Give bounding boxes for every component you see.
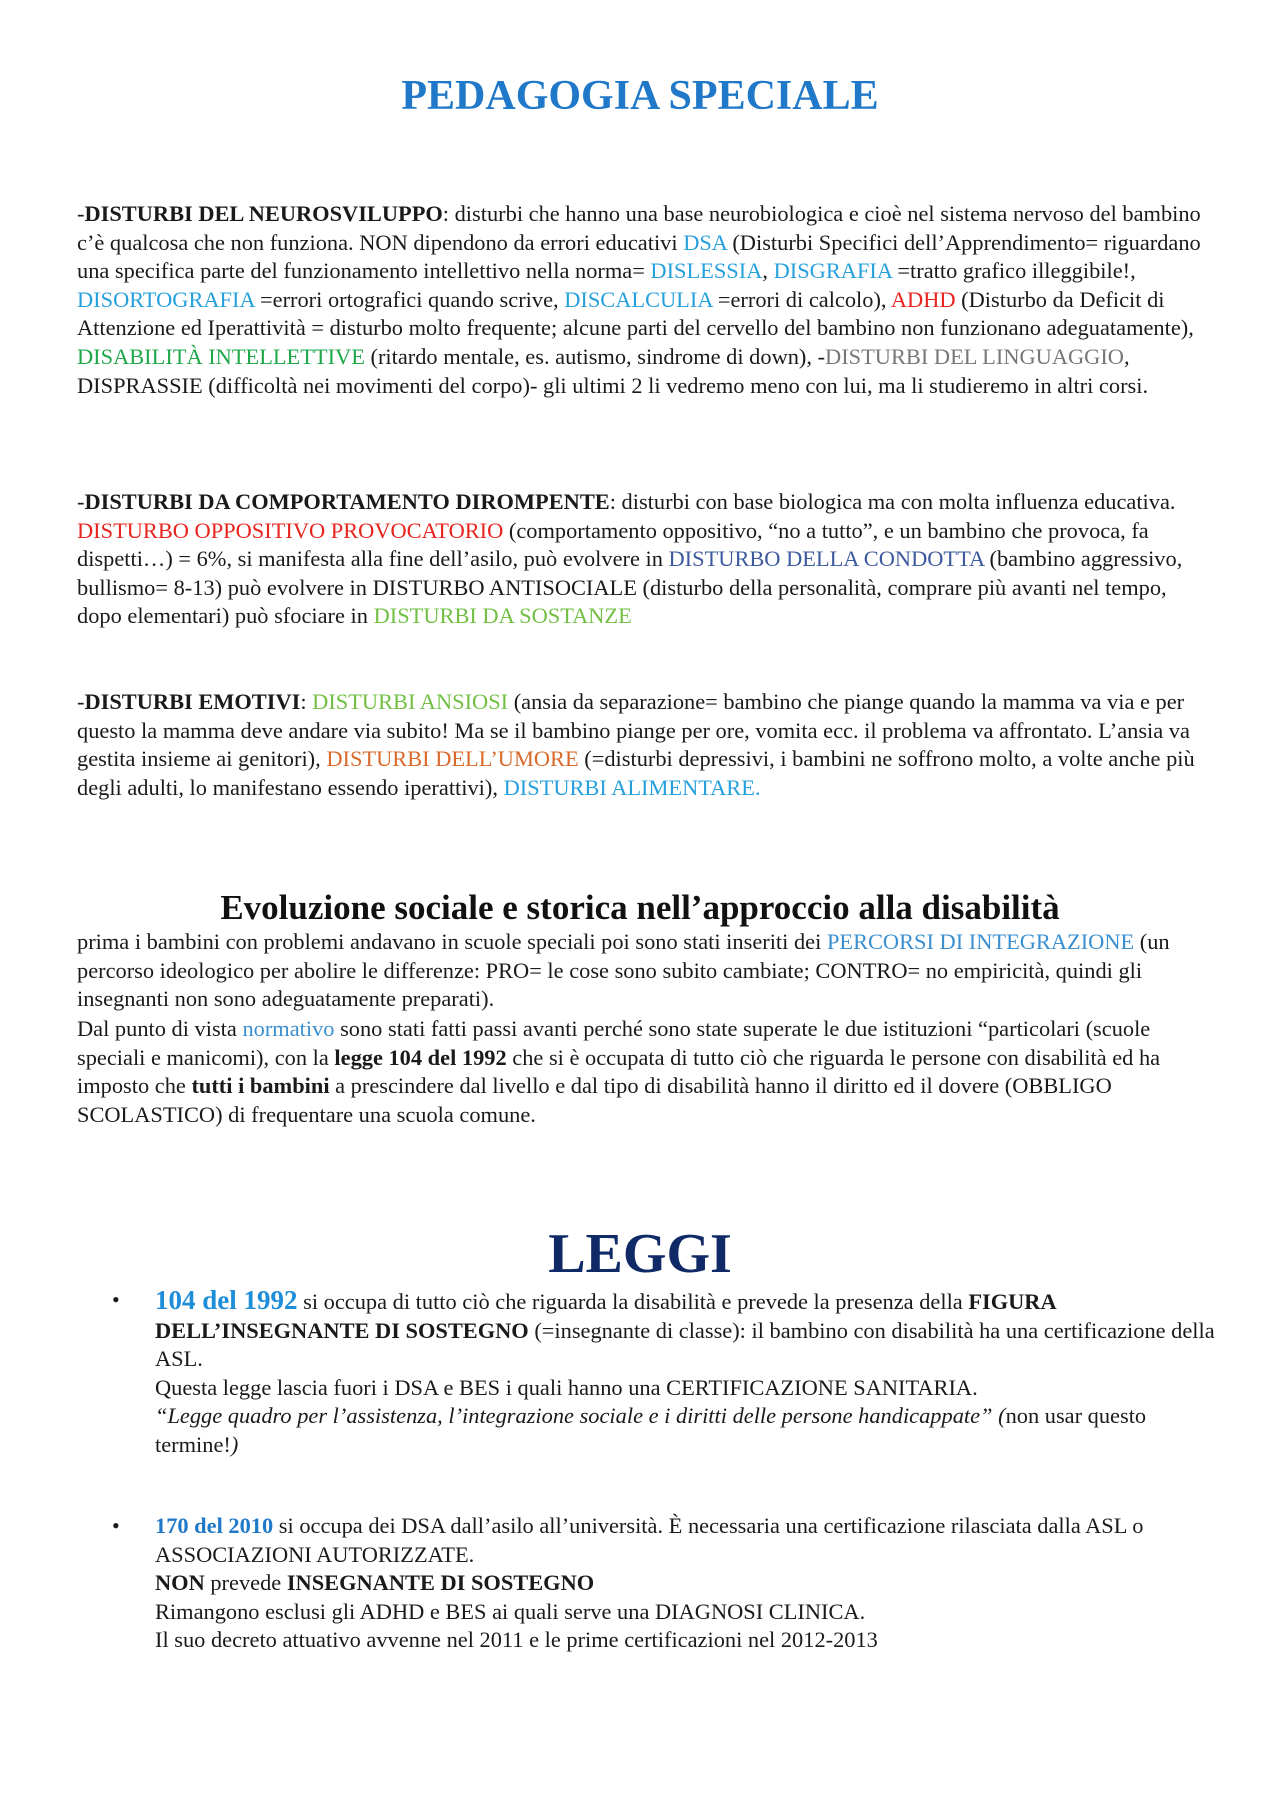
law-title-quote: “Legge quadro per l’assistenza, l’integrazione sociale e i diritti delle persone handicappate” ( xyxy=(155,1403,1006,1429)
text: Questa legge lascia fuori i DSA e BES i quali hanno una CERTIFICAZIONE SANITARIA. xyxy=(155,1374,978,1400)
term-disgrafia: DISGRAFIA xyxy=(773,258,892,284)
term-disturbi-emotivi: DISTURBI EMOTIVI xyxy=(84,689,301,714)
term-legge-104: legge 104 del 1992 xyxy=(334,1044,507,1070)
term-disturbi-alimentare: DISTURBI ALIMENTARE. xyxy=(503,774,761,800)
text: Rimangono esclusi gli ADHD e BES ai quali serve una DIAGNOSI CLINICA. xyxy=(155,1598,866,1624)
text: (=insegnante di classe): il bambino con disabilità ha una certificazione della ASL. xyxy=(155,1317,1215,1372)
text: , xyxy=(762,258,774,284)
paragraph-comportamento: -DISTURBI DA COMPORTAMENTO DIROMPENTE: disturbi con base biologica ma con molta influenza educativa. DISTURBO OPPOSITIVO PROVOCATORIO (comportamento oppositivo, “no a tutto”, e un bambino che provoca, fa dispetti…) = 6%, si manifesta alla fine dell’asilo, può evolvere in DISTURBO DELLA CONDOTTA (bambino aggressivo, bullismo= 8-13) può evolvere in DISTURBO ANTISOCIALE (disturbo della personalità, comprare più avanti nel tempo, dopo elementari) può sfociare in DISTURBI DA SOSTANZE xyxy=(77,489,1183,629)
text: si occupa dei DSA dall’asilo all’università. È necessaria una certificazione rilasciata dalla ASL o ASSOCIAZIONI AUTORIZZATE. xyxy=(155,1513,1144,1567)
law-number-104: 104 del 1992 xyxy=(155,1285,298,1315)
term-adhd: ADHD xyxy=(890,286,956,312)
term-disturbi-linguaggio: DISTURBI DEL LINGUAGGIO xyxy=(825,343,1124,369)
text: (un percorso ideologico per abolire le differenze: PRO= le cose sono subito cambiate; CONTRO= no empiricità, quindi gli insegnanti non sono adeguatamente preparati). xyxy=(77,929,1170,1012)
text: : disturbi che hanno una base neurobiologica e cioè nel sistema nervoso del bambino c’è qualcosa che non funziona. NON dipendono da errori educativi xyxy=(77,201,1201,255)
text: =tratto grafico illeggibile!, xyxy=(891,258,1136,284)
paragraph-neurosviluppo: -DISTURBI DEL NEUROSVILUPPO: disturbi che hanno una base neurobiologica e cioè nel sistema nervoso del bambino c’è qualcosa che non funziona. NON dipendono da errori educativi DSA (Disturbi Specifici dell’Apprendimento= riguardano una specifica parte del funzionamento intellettivo nella norma= DISLESSIA, DISGRAFIA =tratto grafico illeggibile!, DISORTOGRAFIA =errori ortografici quando scrive, DISCALCULIA =errori di calcolo), ADHD (Disturbo da Deficit di Attenzione ed Iperattività = disturbo molto frequente; alcune parti del cervello del bambino non funzionano adeguatamente), DISABILITÀ INTELLETTIVE (ritardo mentale, es. autismo, sindrome di down), -DISTURBI DEL LINGUAGGIO, DISPRASSIE (difficoltà nei movimenti del corpo)- gli ultimi 2 li vedremo meno con lui, ma li studieremo in altri corsi. xyxy=(77,201,1201,398)
term-disturbi-umore: DISTURBI DELL’UMORE xyxy=(326,746,579,772)
text: si occupa di tutto ciò che riguarda la disabilità e prevede la presenza della xyxy=(297,1289,969,1314)
text: : disturbi con base biologica ma con molta influenza educativa. xyxy=(609,489,1176,514)
law-list-2 xyxy=(108,1512,1218,1655)
text: (comportamento oppositivo, “no a tutto”, e un bambino che provoca, fa dispetti…) = 6%, si manifesta alla fine dell’asilo, può evolvere in xyxy=(77,517,1149,572)
bullet-icon: • xyxy=(112,1287,120,1312)
text: che si è occupata di tutto ciò che riguarda le persone con disabilità ed ha imposto che xyxy=(77,1044,1161,1099)
text: a prescindere dal livello e dal tipo di disabilità hanno il diritto ed il dovere (OBBLIGO SCOLASTICO) di frequentare una scuola comune. xyxy=(77,1073,1112,1127)
term-figura-insegnante-sostegno: FIGURA DELL’INSEGNANTE DI SOSTEGNO xyxy=(155,1289,1056,1343)
text: (Disturbi Specifici dell’Apprendimento= riguardano una specifica parte del funzionamento intellettivo nella norma= xyxy=(77,229,1201,284)
law-item-104 xyxy=(108,1286,1218,1460)
text: (Disturbo da Deficit di Attenzione ed Iperattività = disturbo molto frequente; alcune parti del cervello del bambino non funzionano adeguatamente), xyxy=(77,286,1194,341)
text: Dal punto di vista xyxy=(77,1016,243,1041)
bullet-icon: • xyxy=(112,1513,120,1538)
term-comportamento-dirompente: DISTURBI DA COMPORTAMENTO DIROMPENTE xyxy=(84,489,610,514)
term-dsa: DSA xyxy=(683,229,727,255)
text: (ritardo mentale, es. autismo, sindrome di down), - xyxy=(364,343,826,369)
text: non usar questo termine! xyxy=(155,1403,1147,1457)
text: =errori di calcolo), xyxy=(712,286,891,312)
text: Il suo decreto attuativo avvenne nel 2011 e le prime certificazioni nel 2012-2013 xyxy=(155,1627,878,1653)
text: prevede xyxy=(204,1570,287,1596)
text: (=disturbi depressivi, i bambini ne soffrono molto, a volte anche più degli adulti, lo manifestano essendo iperattivi), xyxy=(77,746,1195,800)
text: prima i bambini con problemi andavano in scuole speciali poi sono stati inseriti dei xyxy=(77,929,827,954)
text: =errori ortografici quando scrive, xyxy=(254,286,565,312)
term-disortografia: DISORTOGRAFIA xyxy=(77,286,255,312)
text: sono stati fatti passi avanti perché sono state superate le due istituzioni “particolari (scuole speciali e manicomi), con la xyxy=(77,1016,1151,1070)
law-list xyxy=(108,1286,1218,1460)
term-discalculia: DISCALCULIA xyxy=(564,286,713,312)
law-number-170: 170 del 2010 xyxy=(155,1513,274,1538)
paragraph-evoluzione-1 xyxy=(77,928,1207,1014)
term-tutti-bambini: tutti i bambini xyxy=(191,1073,330,1099)
paragraph-emotivi: -DISTURBI EMOTIVI: DISTURBI ANSIOSI (ansia da separazione= bambino che piange quando la mamma va via e per questo la mamma deve andare via subito! Ma se il bambino piange per ore, vomita ecc. il problema va affrontato. L’ansia va gestita insieme ai genitori), DISTURBI DELL’UMORE (=disturbi depressivi, i bambini ne soffrono molto, a volte anche più degli adulti, lo manifestano essendo iperattivi), DISTURBI ALIMENTARE. xyxy=(77,689,1195,800)
paragraph-evoluzione-2 xyxy=(77,1015,1207,1129)
term-disturbo-condotta: DISTURBO DELLA CONDOTTA xyxy=(668,546,984,572)
text: : xyxy=(300,689,313,714)
text: (ansia da separazione= bambino che piange quando la mamma va via e per questo la mamma deve andare via subito! Ma se il bambino piange per ore, vomita ecc. il problema va affrontato. L’ansia va gestita insieme ai genitori), xyxy=(77,689,1190,772)
heading-evoluzione: Evoluzione sociale e storica nell’approccio alla disabilità xyxy=(220,888,1060,927)
page-title: PEDAGOGIA SPECIALE xyxy=(401,73,879,119)
term-oppositivo-provocatorio: DISTURBO OPPOSITIVO PROVOCATORIO xyxy=(77,517,504,543)
text: (bambino aggressivo, bullismo= 8-13) può evolvere in DISTURBO ANTISOCIALE (disturbo della personalità, comprare più avanti nel tempo, dopo elementari) può sfociare in xyxy=(77,546,1183,629)
term-disabilita-intellettive: DISABILITÀ INTELLETTIVE xyxy=(77,343,365,369)
text: , DISPRASSIE (difficoltà nei movimenti del corpo)- gli ultimi 2 li vedremo meno con lui, ma li studieremo in altri corsi. xyxy=(77,343,1149,398)
term-non: NON xyxy=(155,1570,205,1596)
term-percorsi-integrazione: PERCORSI DI INTEGRAZIONE xyxy=(826,929,1135,954)
term-dislessia: DISLESSIA xyxy=(650,258,763,284)
term-neurosviluppo: DISTURBI DEL NEUROSVILUPPO xyxy=(84,201,443,226)
term-disturbi-sostanze: DISTURBI DA SOSTANZE xyxy=(373,603,632,629)
law-item-170 xyxy=(108,1512,1218,1655)
heading-leggi: LEGGI xyxy=(548,1223,732,1285)
term-normativo: normativo xyxy=(242,1016,335,1041)
term-insegnante-sostegno: INSEGNANTE DI SOSTEGNO xyxy=(286,1570,595,1596)
text: ) xyxy=(230,1431,239,1457)
term-disturbi-ansiosi: DISTURBI ANSIOSI xyxy=(312,689,509,714)
